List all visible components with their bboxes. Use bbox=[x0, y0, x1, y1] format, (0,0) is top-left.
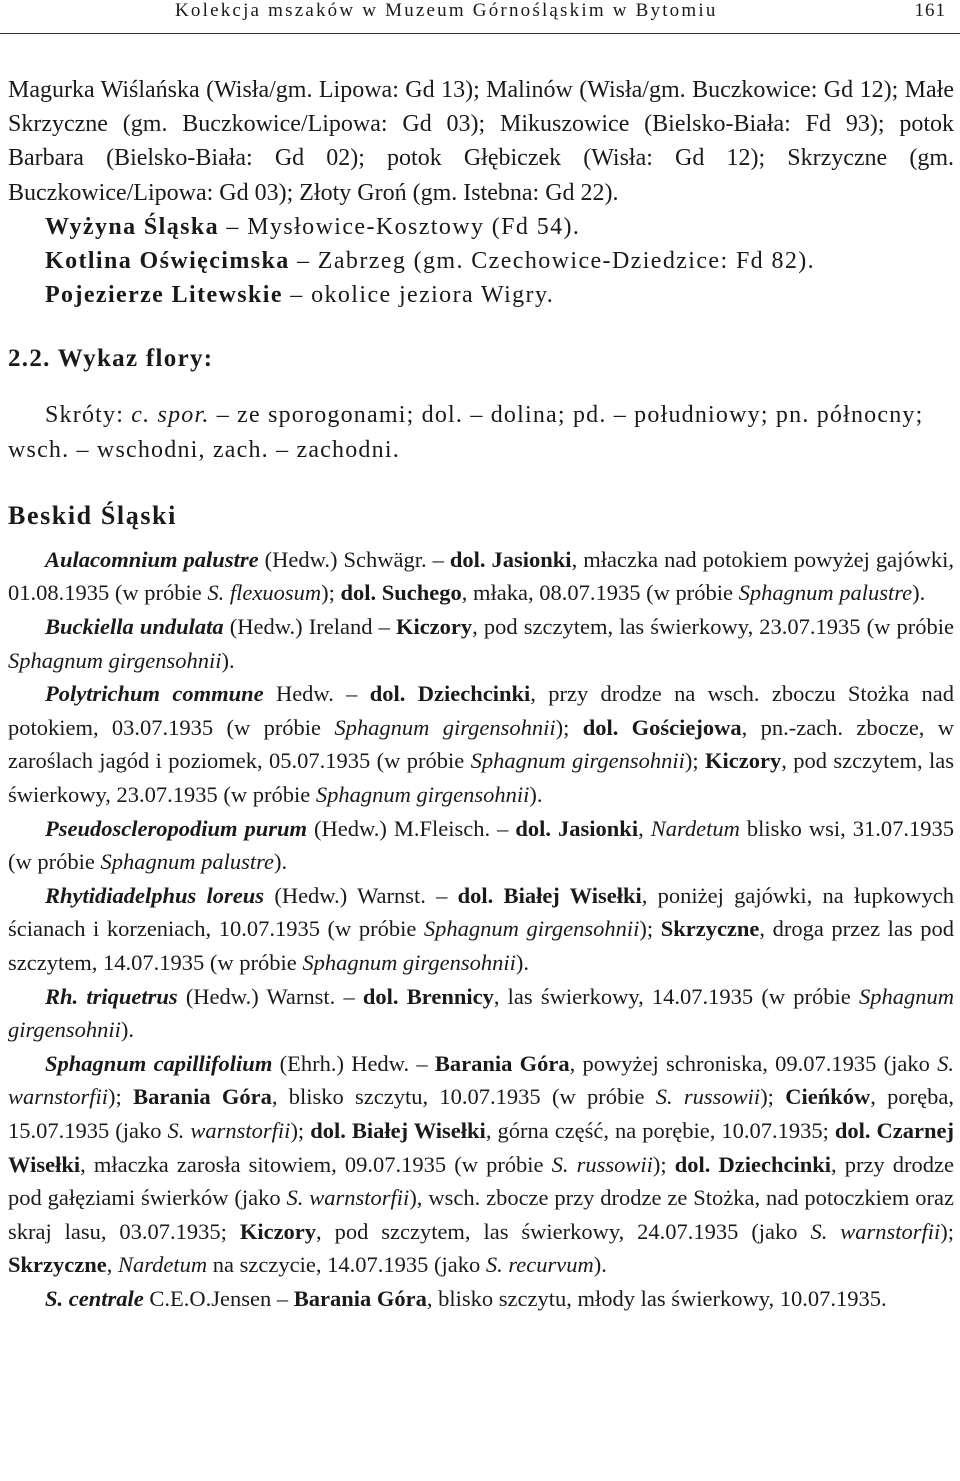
locality: Kiczory bbox=[239, 1218, 317, 1244]
taxon-ref: S. warnstorfii bbox=[167, 1117, 291, 1143]
locality: Cieńków bbox=[785, 1084, 871, 1110]
entry-text: ). bbox=[593, 1252, 607, 1278]
taxon-ref: S. warnstorfii bbox=[286, 1185, 410, 1211]
taxon-ref: S. flexuosum bbox=[207, 580, 322, 606]
entry-text: ). bbox=[529, 781, 543, 807]
entry-text: , pod szczytem, las świerkowy, 23.07.1935 (w próbie bbox=[472, 614, 954, 640]
taxon-ref: S. russowii bbox=[551, 1151, 653, 1177]
entry-text: (Ehrh.) Hedw. – bbox=[272, 1050, 435, 1076]
entry-text: ); bbox=[639, 916, 661, 942]
section-heading: 2.2. Wykaz flory: bbox=[8, 345, 214, 373]
region-text: – okolice jeziora Wigry. bbox=[282, 282, 555, 309]
entry-text: , górna część, na porębie, 10.07.1935; bbox=[485, 1117, 835, 1143]
species-name: Buckiella undulata bbox=[45, 614, 224, 640]
entry-text: , młaczka nad potokiem powyżej gajówki, 01.08.1935 (w próbie bbox=[8, 546, 954, 606]
taxon-ref: Nardetum bbox=[650, 815, 740, 841]
locality: dol. Gościejowa bbox=[582, 714, 742, 740]
locality: Kiczory bbox=[705, 748, 782, 774]
taxon-ref: Sphagnum girgensohnii bbox=[334, 714, 556, 740]
entry-text: ). bbox=[274, 849, 288, 875]
entry-text: , droga przez las pod szczytem, 14.07.1935 (w próbie bbox=[8, 916, 954, 975]
entry-text: ). bbox=[221, 647, 235, 673]
entry-text: , pod szczytem, las świerkowy, 23.07.1935 (w próbie bbox=[8, 748, 955, 807]
abbreviation-term: c. spor. bbox=[131, 402, 210, 429]
area-heading: Beskid Śląski bbox=[8, 500, 177, 530]
entry-text: (Hedw.) Schwägr. – bbox=[258, 546, 450, 572]
entry-text: na szczycie, 14.07.1935 (jako bbox=[207, 1252, 486, 1278]
entry-text: C.E.O.Jensen – bbox=[143, 1285, 294, 1311]
entry-text: ); bbox=[290, 1117, 311, 1143]
species-name: Pseudoscleropodium purum bbox=[45, 815, 308, 841]
species-entry bbox=[8, 610, 954, 677]
locality: dol. Białej Wisełki bbox=[310, 1117, 486, 1143]
locality: dol. Czarnej Wisełki bbox=[8, 1117, 955, 1177]
taxon-ref: S. warnstorfii bbox=[8, 1050, 955, 1110]
taxon-ref: S. recurvum bbox=[485, 1252, 594, 1278]
entry-text: , pod szczytem, las świerkowy, 24.07.1935 (jako bbox=[316, 1218, 811, 1244]
locality: Barania Góra bbox=[434, 1050, 570, 1076]
entry-text: ). bbox=[515, 949, 529, 975]
taxon-ref: Sphagnum palustre bbox=[100, 849, 275, 875]
locality: dol. Dziechcinki bbox=[369, 681, 531, 707]
locality: dol. Jasionki bbox=[515, 815, 639, 841]
taxon-ref: Sphagnum girgensohnii bbox=[423, 916, 640, 942]
entry-text: , przy drodze na wsch. zboczu Stożka nad potokiem, 03.07.1935 (w próbie bbox=[8, 681, 954, 740]
region-line bbox=[8, 210, 954, 244]
content bbox=[8, 73, 954, 1315]
entry-text: (Hedw.) Warnst. – bbox=[264, 882, 458, 908]
entry-text: , młaka, 08.07.1935 (w próbie bbox=[461, 580, 739, 606]
region-name: Pojezierze Litewskie bbox=[45, 282, 283, 309]
species-name: Sphagnum capillifolium bbox=[45, 1050, 273, 1076]
entry-text: , bbox=[638, 815, 651, 841]
locality: dol. Brennicy bbox=[362, 983, 494, 1009]
abbreviations-text: – ze sporogonami; dol. – dolina; pd. – południowy; pn. północny; wsch. – wschodni, zach. – zachodni. bbox=[8, 402, 924, 463]
species-entry bbox=[8, 677, 954, 811]
species-entry bbox=[8, 543, 954, 610]
species-entry bbox=[8, 980, 954, 1047]
entry-text: blisko wsi, 31.07.1935 (w próbie bbox=[8, 815, 954, 875]
entry-text: ); bbox=[652, 1151, 675, 1177]
taxon-ref: Sphagnum girgensohnii bbox=[8, 647, 222, 673]
taxon-ref: Sphagnum girgensohnii bbox=[302, 949, 516, 975]
entry-text: ). bbox=[912, 580, 926, 606]
entry-text: , blisko szczytu, 10.07.1935 (w próbie bbox=[271, 1084, 656, 1110]
abbreviations-lead: Skróty: bbox=[45, 402, 132, 429]
entry-text: ); bbox=[555, 714, 583, 740]
entry-text: ); bbox=[760, 1084, 786, 1110]
species-entry bbox=[8, 1282, 954, 1316]
locality: dol. Białej Wisełki bbox=[457, 882, 642, 908]
species-name: Polytrichum commune bbox=[45, 681, 264, 707]
locality: Barania Góra bbox=[293, 1285, 427, 1311]
entry-text: , las świerkowy, 14.07.1935 (w próbie bbox=[493, 983, 859, 1009]
taxon-ref: S. warnstorfii bbox=[810, 1218, 941, 1244]
species-entry bbox=[8, 879, 954, 980]
locality: Kiczory bbox=[395, 614, 473, 640]
species-name: S. centrale bbox=[45, 1285, 144, 1311]
locality: Skrzyczne bbox=[8, 1252, 107, 1278]
entry-text: Hedw. – bbox=[263, 681, 370, 707]
species-name: Rh. triquetrus bbox=[45, 983, 178, 1009]
entry-text: , młaczka zarosła sitowiem, 09.07.1935 (w próbie bbox=[80, 1151, 552, 1177]
locality: Barania Góra bbox=[133, 1084, 272, 1110]
locality: Skrzyczne bbox=[660, 916, 760, 942]
species-name: Rhytidiadelphus loreus bbox=[45, 882, 265, 908]
taxon-ref: Sphagnum girgensohnii bbox=[8, 983, 954, 1043]
species-name: Aulacomnium palustre bbox=[45, 546, 259, 572]
entry-text: ), wsch. zbocze przy drodze ze Stożka, nad potoczkiem oraz skraj lasu, 03.07.1935; bbox=[8, 1185, 954, 1244]
entry-text: ); bbox=[321, 580, 341, 606]
taxon-ref: S. russowii bbox=[655, 1084, 761, 1110]
entry-text: (Hedw.) Ireland – bbox=[223, 614, 396, 640]
abbreviations-paragraph bbox=[8, 398, 954, 466]
entry-text: ); bbox=[940, 1218, 955, 1244]
species-entry bbox=[8, 1047, 954, 1282]
region-text: – Zabrzeg (gm. Czechowice-Dziedzice: Fd 82). bbox=[289, 248, 816, 275]
intro-paragraph: Magurka Wiślańska (Wisła/gm. Lipowa: Gd 13); Malinów (Wisła/gm. Buczkowice: Gd 12); Małe Skrzyczne (gm. Buczkowice/Lipowa: Gd 03); Mikuszowice (Bielsko-Biała: Fd 93); potok Barbara (Bielsko-Biała: Gd 02); potok Głębiczek (Wisła: Gd 12); Skrzyczne (gm. Buczkowice/Lipowa: Gd 03); Złoty Groń (gm. Istebna: Gd 22). bbox=[8, 77, 954, 206]
region-text: – Mysłowice-Kosztowy (Fd 54). bbox=[219, 213, 581, 240]
entry-text: , pn.-zach. zbocze, w zaroślach jagód i poziomek, 05.07.1935 (w próbie bbox=[8, 714, 954, 774]
entry-text: (Hedw.) Warnst. – bbox=[177, 983, 363, 1009]
entry-text: , przy drodze pod gałęziami świerków (jako bbox=[8, 1151, 954, 1211]
entry-text: , bbox=[106, 1252, 118, 1278]
taxon-ref: Nardetum bbox=[117, 1252, 208, 1278]
page-number: 161 bbox=[914, 0, 946, 21]
entry-text: , powyżej schroniska, 09.07.1935 (jako bbox=[569, 1050, 938, 1076]
region-name: Wyżyna Śląska bbox=[45, 213, 220, 240]
entry-text: (Hedw.) M.Fleisch. – bbox=[307, 815, 516, 841]
taxon-ref: Sphagnum girgensohnii bbox=[315, 781, 530, 807]
region-name: Kotlina Oświęcimska bbox=[45, 248, 290, 275]
taxon-ref: Sphagnum palustre bbox=[738, 580, 913, 606]
entry-text: ); bbox=[108, 1084, 134, 1110]
locality: dol. Dziechcinki bbox=[674, 1151, 831, 1177]
running-title: Kolekcja mszaków w Muzeum Górnośląskim w Bytomiu bbox=[175, 0, 718, 21]
locality: dol. Suchego bbox=[340, 580, 462, 606]
entry-text: ). bbox=[120, 1017, 135, 1043]
entry-text: , poręba, 15.07.1935 (jako bbox=[8, 1084, 954, 1143]
taxon-ref: Sphagnum girgensohnii bbox=[470, 748, 685, 774]
entry-text: , blisko szczytu, młody las świerkowy, 10.07.1935. bbox=[426, 1285, 887, 1311]
locality: dol. Jasionki bbox=[449, 546, 572, 572]
entry-text: ); bbox=[684, 748, 705, 774]
entry-text: , poniżej gajówki, na łupkowych ścianach i korzeniach, 10.07.1935 (w próbie bbox=[8, 882, 955, 942]
species-entry bbox=[8, 812, 954, 879]
region-line bbox=[8, 278, 954, 312]
region-line bbox=[8, 244, 954, 278]
running-header bbox=[0, 0, 960, 34]
